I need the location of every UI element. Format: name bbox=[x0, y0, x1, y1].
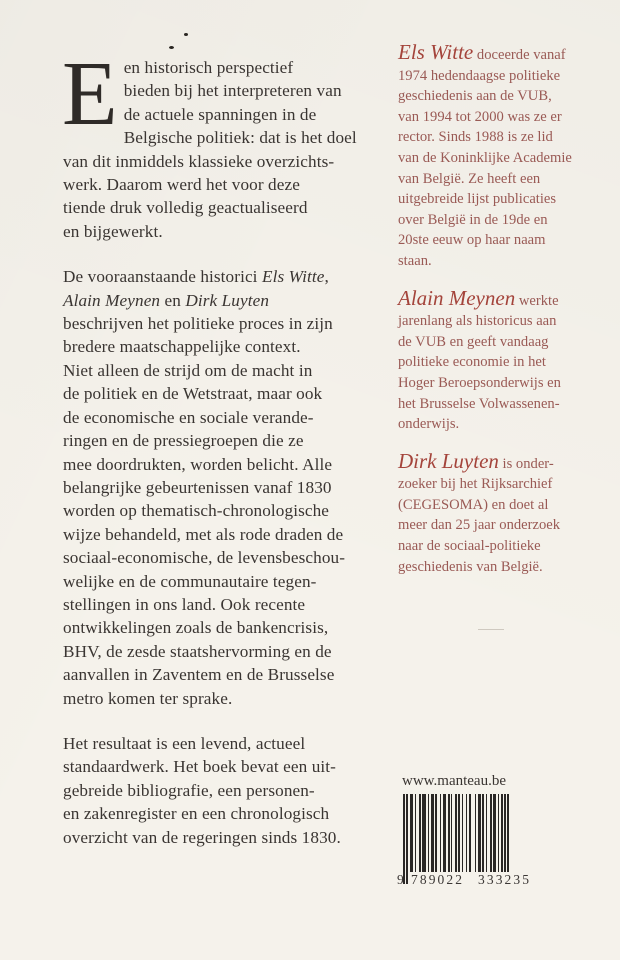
text-line: werk. Daarom werd het voor deze bbox=[63, 175, 300, 195]
text-line: tiende druk volledig geactualiseerd bbox=[63, 198, 308, 218]
author-bios-column bbox=[398, 40, 610, 591]
text-line: overzicht van de regeringen sinds 1830. bbox=[63, 827, 341, 847]
text-line: stellingen in ons land. Ook recente bbox=[63, 594, 306, 614]
drop-cap: E bbox=[62, 43, 118, 144]
text-line: politieke economie in het bbox=[398, 354, 546, 371]
ink-speck bbox=[169, 46, 174, 49]
text-line bbox=[398, 449, 610, 475]
author-name: Alain Meynen bbox=[398, 285, 516, 310]
author-name: Els Witte bbox=[398, 40, 474, 64]
text-line: de economische en sociale verande- bbox=[63, 407, 314, 427]
text-span: werkte bbox=[515, 292, 559, 309]
text-line: onderwijs. bbox=[398, 416, 460, 433]
text-line: 1974 hedendaagse politieke bbox=[398, 67, 561, 84]
text-line: aanvallen in Zaventem en de Brusselse bbox=[63, 665, 335, 685]
text-line: naar de sociaal-politieke bbox=[398, 538, 541, 555]
text-line: de actuele spanningen in de bbox=[123, 104, 317, 124]
text-line: de VUB en geeft vandaag bbox=[398, 333, 549, 350]
text-line: bredere maatschappelijke context. bbox=[63, 337, 301, 357]
text-line: belangrijke gebeurtenissen vanaf 1830 bbox=[63, 477, 332, 497]
text-line: welijke en de communautaire tegen- bbox=[63, 571, 317, 591]
text-line: zoeker bij het Rijksarchief bbox=[398, 476, 553, 493]
text-line: worden op thematisch-chronologische bbox=[63, 501, 330, 521]
author-bio-els-witte bbox=[398, 40, 610, 272]
text-line: over België in de 19de en bbox=[398, 211, 548, 228]
isbn-prefix: 9 bbox=[397, 872, 406, 887]
author-bio-alain-meynen bbox=[398, 286, 610, 435]
text-line: van België. Ze heeft een bbox=[398, 170, 541, 187]
text-line: beschrijven het politieke proces in zijn bbox=[63, 314, 333, 334]
text-line bbox=[398, 286, 610, 312]
text-line bbox=[398, 40, 610, 66]
text-line: uitgebreide lijst publicaties bbox=[398, 191, 557, 208]
text-line: ontwikkelingen zoals de bankencrisis, bbox=[63, 618, 329, 638]
text-line: van dit inmiddels klassieke overzichts- bbox=[63, 151, 335, 171]
text-line: en historisch perspectief bbox=[123, 58, 294, 77]
ink-speck bbox=[184, 33, 188, 36]
author-bio-dirk-luyten bbox=[398, 449, 610, 578]
text-line: Niet alleen de strijd om de macht in bbox=[63, 360, 313, 380]
isbn-group: 789022 bbox=[411, 872, 465, 887]
text-line: de politiek en de Wetstraat, maar ook bbox=[63, 384, 323, 404]
text-line: ringen en de pressiegroepen die ze bbox=[63, 431, 304, 451]
text-line: jarenlang als historicus aan bbox=[398, 313, 557, 330]
text-line: gebreide bibliografie, een personen- bbox=[63, 780, 315, 800]
author-name: Dirk Luyten bbox=[398, 448, 499, 473]
author-name: Dirk Luyten bbox=[185, 290, 270, 310]
body-paragraph bbox=[63, 265, 378, 710]
text-line: meer dan 25 jaar onderzoek bbox=[398, 517, 561, 534]
text-line: wijze behandeld, met als rode draden de bbox=[63, 524, 344, 544]
text-line: en bijgewerkt. bbox=[63, 221, 163, 241]
text-span: , bbox=[324, 267, 329, 287]
text-line: (CEGESOMA) en doet al bbox=[398, 496, 549, 513]
text-line: en zakenregister en een chronologisch bbox=[63, 804, 330, 824]
text-line bbox=[63, 265, 378, 288]
divider bbox=[478, 629, 504, 630]
text-line: staan. bbox=[398, 252, 432, 269]
text-line: Belgische politiek: dat is het doel bbox=[123, 128, 357, 148]
text-line: geschiedenis aan de VUB, bbox=[398, 88, 552, 105]
text-line: sociaal-economische, de levensbeschou- bbox=[63, 548, 346, 568]
text-line: mee doordrukten, worden belicht. Alle bbox=[63, 454, 333, 474]
intro-paragraph bbox=[62, 43, 378, 243]
author-name: Alain Meynen bbox=[63, 290, 161, 310]
barcode-bars bbox=[403, 794, 541, 879]
text-span: is onder- bbox=[498, 455, 554, 472]
blurb-column bbox=[62, 43, 378, 871]
text-line: 20ste eeuw op haar naam bbox=[398, 232, 546, 249]
text-line: bieden bij het interpreteren van bbox=[123, 81, 342, 101]
text-line: BHV, de zesde staatshervorming en de bbox=[63, 641, 332, 661]
text-line: van de Koninklijke Academie bbox=[398, 149, 572, 166]
isbn-barcode bbox=[397, 794, 547, 887]
text-line: rector. Sinds 1988 is ze lid bbox=[398, 129, 553, 146]
text-line: Hoger Beroepsonderwijs en bbox=[398, 374, 561, 391]
isbn-group: 333235 bbox=[478, 872, 532, 887]
text-span: en bbox=[160, 290, 186, 310]
publisher-url[interactable]: www.manteau.be bbox=[402, 773, 506, 789]
text-line: Het resultaat is een levend, actueel bbox=[63, 733, 306, 753]
closing-paragraph bbox=[63, 732, 378, 849]
text-span: doceerde vanaf bbox=[473, 47, 566, 63]
text-span: De vooraanstaande historici bbox=[63, 267, 262, 287]
text-line: metro komen ter sprake. bbox=[63, 688, 233, 708]
text-line: het Brusselse Volwassenen- bbox=[398, 395, 560, 412]
text-line: standaardwerk. Het boek bevat een uit- bbox=[63, 757, 336, 777]
author-name: Els Witte bbox=[261, 267, 325, 287]
text-line: geschiedenis van België. bbox=[398, 558, 543, 575]
text-line: van 1994 tot 2000 was ze er bbox=[398, 108, 562, 125]
text-line bbox=[63, 289, 378, 312]
